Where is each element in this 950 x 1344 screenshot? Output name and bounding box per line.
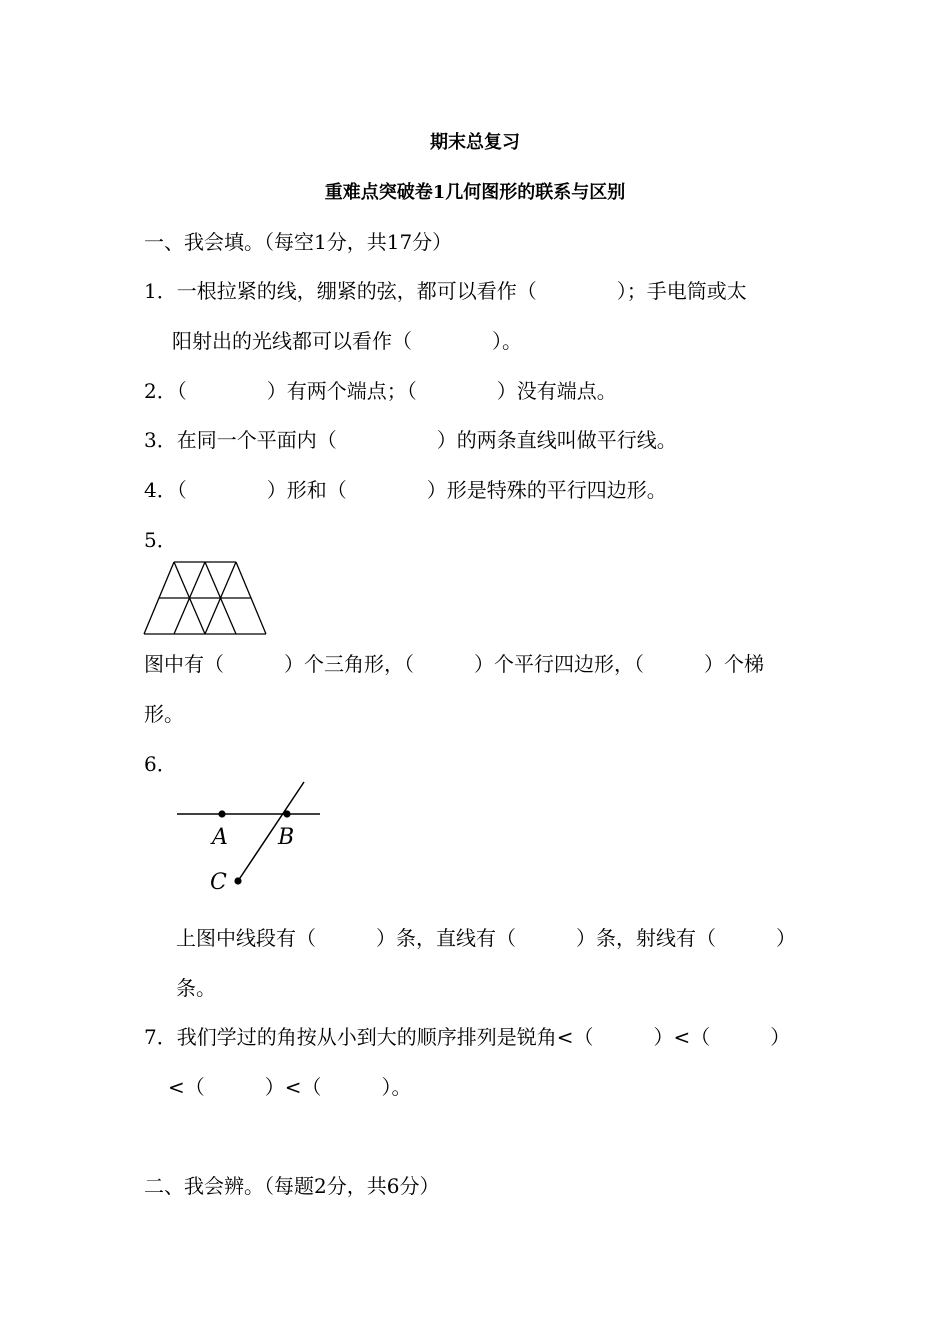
section-1-heading: 一、我会填。（每空1分，共17分）	[144, 230, 453, 254]
label-a: A	[212, 825, 228, 850]
label-c: C	[210, 870, 227, 895]
point-a	[218, 810, 225, 817]
section-2-heading: 二、我会辨。（每题2分，共6分）	[144, 1174, 440, 1198]
question-4: 4．（ ）形和（ ）形是特殊的平行四边形。	[144, 478, 667, 502]
page-subtitle: 重难点突破卷1几何图形的联系与区别	[324, 182, 626, 203]
triangle-grid-figure	[142, 560, 270, 638]
question-2: 2．（ ）有两个端点；（ ）没有端点。	[144, 379, 617, 403]
question-6-line-2: 条。	[176, 976, 216, 1000]
question-1-line-1: 1．一根拉紧的线，绷紧的弦，都可以看作（ ）；手电筒或太	[144, 279, 747, 303]
question-6-number: 6．	[144, 752, 177, 776]
question-6-line-1: 上图中线段有（ ）条，直线有（ ）条，射线有（ ）	[176, 926, 796, 950]
label-b: B	[278, 825, 295, 850]
page-title: 期末总复习	[430, 132, 520, 153]
point-b	[283, 810, 290, 817]
question-7-line-1: 7．我们学过的角按从小到大的顺序排列是锐角<（ ）<（ ）	[144, 1025, 791, 1049]
question-5-number: 5．	[144, 528, 177, 552]
question-5-line-1: 图中有（ ）个三角形，（ ）个平行四边形，（ ）个梯	[144, 652, 764, 676]
question-5-line-2: 形。	[144, 702, 184, 726]
point-c	[234, 877, 241, 884]
question-1-line-2: 阳射出的光线都可以看作（ ）。	[172, 329, 522, 353]
question-7-line-2: <（ ）<（ ）。	[168, 1075, 412, 1099]
question-3: 3．在同一个平面内（ ）的两条直线叫做平行线。	[144, 428, 677, 452]
line-segment-figure	[170, 780, 330, 895]
